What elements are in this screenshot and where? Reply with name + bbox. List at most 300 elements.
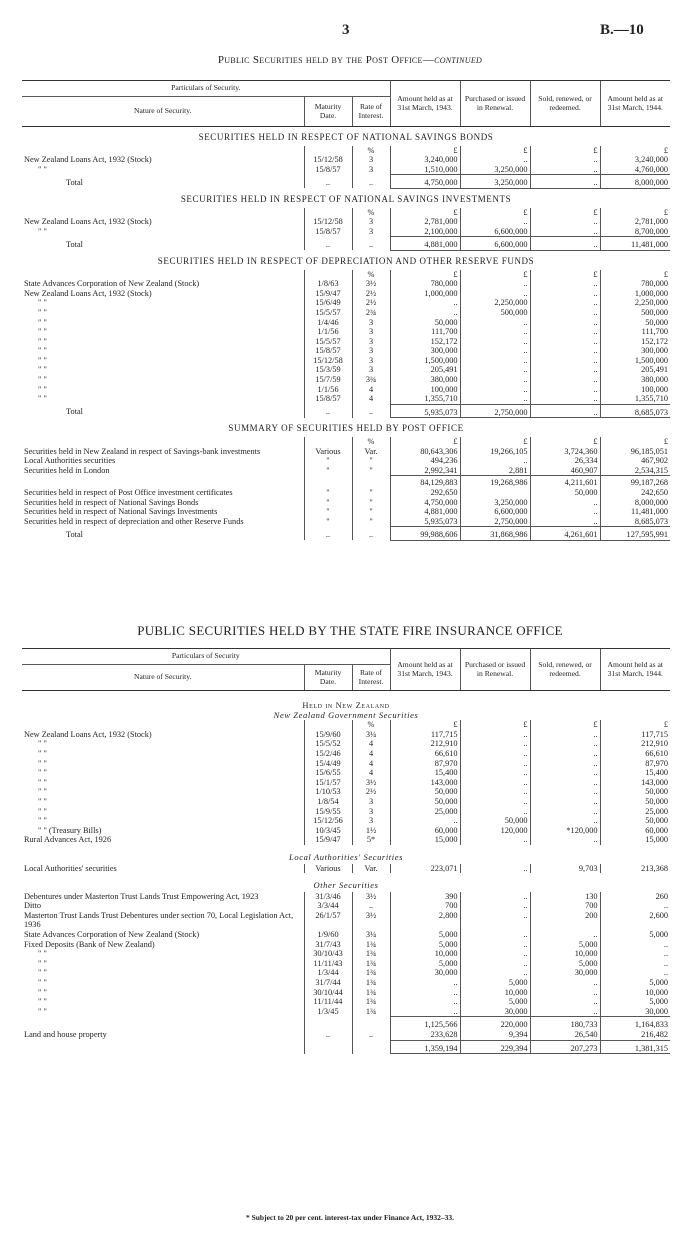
table-row bbox=[22, 797, 670, 807]
table-row bbox=[22, 826, 670, 836]
table-row bbox=[22, 892, 670, 902]
post-office-securities-table bbox=[22, 80, 670, 541]
header-nature: Nature of Security. bbox=[22, 97, 304, 127]
rate-cell: " bbox=[352, 488, 390, 498]
sold-cell: .. bbox=[530, 835, 600, 845]
held-1944-cell: 15,400 bbox=[600, 768, 670, 778]
purchased-cell: 10,000 bbox=[460, 988, 530, 998]
maturity-cell: 15/8/57 bbox=[304, 394, 352, 404]
nature-cell: " " bbox=[38, 777, 47, 787]
nature-cell: " " bbox=[38, 997, 47, 1007]
nature-cell: " " bbox=[38, 739, 47, 749]
held-1944-cell: 111,700 bbox=[600, 327, 670, 337]
held-1943-cell: .. bbox=[390, 988, 460, 998]
held-1944-cell: 242,650 bbox=[600, 488, 670, 498]
maturity-cell: " bbox=[304, 456, 352, 466]
sold-cell: .. bbox=[530, 730, 600, 740]
section-title-row bbox=[22, 188, 670, 207]
table-row bbox=[22, 308, 670, 318]
purchased-cell: .. bbox=[460, 892, 530, 902]
held-1943-cell: 15,400 bbox=[390, 768, 460, 778]
held-1943-cell: 60,000 bbox=[390, 826, 460, 836]
sold-cell: .. bbox=[530, 327, 600, 337]
maturity-cell: 31/3/46 bbox=[304, 892, 352, 902]
pound-unit: £ bbox=[530, 208, 600, 218]
sold-cell: .. bbox=[530, 337, 600, 347]
rate-cell: 3 bbox=[352, 165, 390, 175]
rate-cell: " bbox=[352, 456, 390, 466]
table-row bbox=[22, 279, 670, 289]
table-row bbox=[22, 346, 670, 356]
header-maturity: Maturity Date. bbox=[304, 97, 352, 127]
percent-unit: % bbox=[352, 437, 390, 447]
units-blank bbox=[304, 720, 352, 730]
nature-cell: Securities held in respect of depreciation and other Reserve Funds bbox=[24, 516, 244, 526]
units-blank bbox=[22, 270, 304, 280]
section-title: SECURITIES HELD IN RESPECT OF NATIONAL SAVINGS INVESTMENTS bbox=[180, 193, 512, 204]
sold-cell: .. bbox=[530, 988, 600, 998]
sold-cell: 30,000 bbox=[530, 968, 600, 978]
purchased-cell: 31,868,986 bbox=[460, 527, 530, 541]
fire-office-title: PUBLIC SECURITIES HELD BY THE STATE FIRE INSURANCE OFFICE bbox=[137, 623, 563, 638]
nature-cell: " " bbox=[38, 394, 47, 404]
held-1943-cell: 1,355,710 bbox=[390, 394, 460, 404]
sold-cell: .. bbox=[530, 175, 600, 189]
land-property-row bbox=[22, 1030, 670, 1040]
units-row bbox=[22, 720, 670, 730]
nature-cell: " " bbox=[38, 346, 47, 356]
table-row bbox=[22, 155, 670, 165]
rate-cell: 1¾ bbox=[352, 988, 390, 998]
maturity-cell: 31/7/43 bbox=[304, 940, 352, 950]
sold-cell: 5,000 bbox=[530, 959, 600, 969]
maturity-cell: .. bbox=[304, 237, 352, 251]
purchased-cell: .. bbox=[460, 787, 530, 797]
purchased-cell: .. bbox=[460, 864, 530, 874]
pound-unit: £ bbox=[600, 146, 670, 156]
rate-cell: 3 bbox=[352, 227, 390, 237]
maturity-cell: 1/1/56 bbox=[304, 385, 352, 395]
nature-cell: " " (Treasury Bills) bbox=[38, 825, 102, 835]
rate-cell: 3 bbox=[352, 346, 390, 356]
purchased-cell: 5,000 bbox=[460, 978, 530, 988]
table-row bbox=[22, 988, 670, 998]
purchased-cell: 19,268,986 bbox=[460, 476, 530, 488]
maturity-cell: 3/3/44 bbox=[304, 901, 352, 911]
held-1944-cell: 216,482 bbox=[600, 1030, 670, 1040]
percent-unit: % bbox=[352, 208, 390, 218]
rate-cell: 1½ bbox=[352, 826, 390, 836]
held-1944-cell: 2,781,000 bbox=[600, 217, 670, 227]
maturity-cell: 15/8/57 bbox=[304, 346, 352, 356]
table-row bbox=[22, 807, 670, 817]
units-row bbox=[22, 270, 670, 280]
held-1944-cell: 117,715 bbox=[600, 730, 670, 740]
sold-cell: .. bbox=[530, 778, 600, 788]
sold-cell: .. bbox=[530, 346, 600, 356]
sold-cell: .. bbox=[530, 394, 600, 404]
held-1944-cell: 1,000,000 bbox=[600, 289, 670, 299]
maturity-cell: 1/8/63 bbox=[304, 279, 352, 289]
table-row bbox=[22, 864, 670, 874]
table-row bbox=[22, 217, 670, 227]
held-1944-cell: 467,902 bbox=[600, 456, 670, 466]
sold-cell: .. bbox=[530, 289, 600, 299]
maturity-cell: 1/1/56 bbox=[304, 327, 352, 337]
held-1944-cell: 15,000 bbox=[600, 835, 670, 845]
heading-held-in-nz: Held in New Zealand bbox=[302, 700, 390, 710]
table-row bbox=[22, 507, 670, 517]
table-row bbox=[22, 365, 670, 375]
purchased-cell: .. bbox=[460, 730, 530, 740]
rate-cell: 2½ bbox=[352, 289, 390, 299]
rate-cell: 3 bbox=[352, 365, 390, 375]
purchased-cell: 120,000 bbox=[460, 826, 530, 836]
held-1944-cell: 143,000 bbox=[600, 778, 670, 788]
nature-cell: " " bbox=[38, 949, 47, 959]
rate-cell: 3 bbox=[352, 356, 390, 366]
held-1943-cell: 10,000 bbox=[390, 949, 460, 959]
purchased-cell: .. bbox=[460, 318, 530, 328]
nature-cell: Total bbox=[66, 177, 83, 187]
header-maturity: Maturity Date. bbox=[304, 665, 352, 691]
maturity-cell: 1/3/44 bbox=[304, 968, 352, 978]
header-held-1944: Amount held as at 31st March, 1944. bbox=[600, 81, 670, 127]
purchased-cell: 229,394 bbox=[460, 1040, 530, 1054]
heading-local-authorities: Local Authorities' Securities bbox=[289, 851, 403, 862]
sold-cell: .. bbox=[530, 375, 600, 385]
held-1944-cell: 11,481,000 bbox=[600, 507, 670, 517]
held-1943-cell: 1,359,194 bbox=[390, 1040, 460, 1054]
table-row bbox=[22, 356, 670, 366]
units-blank bbox=[22, 720, 304, 730]
held-1944-cell: 96,185,051 bbox=[600, 447, 670, 457]
purchased-cell: .. bbox=[460, 394, 530, 404]
held-1944-cell: 127,595,991 bbox=[600, 527, 670, 541]
held-1943-cell: 30,000 bbox=[390, 968, 460, 978]
purchased-cell: .. bbox=[460, 346, 530, 356]
rate-cell: " bbox=[352, 507, 390, 517]
purchased-cell: 19,266,105 bbox=[460, 447, 530, 457]
maturity-cell: 15/7/59 bbox=[304, 375, 352, 385]
held-1944-cell: 1,164,833 bbox=[600, 1017, 670, 1030]
rate-cell bbox=[352, 1017, 390, 1030]
sold-cell: *120,000 bbox=[530, 826, 600, 836]
rate-cell: 3½ bbox=[352, 892, 390, 902]
purchased-cell: .. bbox=[460, 289, 530, 299]
units-blank bbox=[304, 146, 352, 156]
table-row bbox=[22, 394, 670, 404]
held-1944-cell: 8,000,000 bbox=[600, 175, 670, 189]
rate-cell: 3¼ bbox=[352, 930, 390, 940]
maturity-cell: 15/12/58 bbox=[304, 356, 352, 366]
sold-cell: .. bbox=[530, 507, 600, 517]
table-row bbox=[22, 318, 670, 328]
sold-cell: .. bbox=[530, 237, 600, 251]
nature-cell: " " bbox=[38, 806, 47, 816]
maturity-cell: 15/6/55 bbox=[304, 768, 352, 778]
held-1944-cell: 99,187,268 bbox=[600, 476, 670, 488]
units-blank bbox=[304, 437, 352, 447]
post-office-title-main: Public Securities held by the Post Office— bbox=[217, 54, 435, 66]
held-1943-cell: .. bbox=[390, 978, 460, 988]
held-1944-cell: 5,000 bbox=[600, 930, 670, 940]
rate-cell: 4 bbox=[352, 759, 390, 769]
purchased-cell: .. bbox=[460, 356, 530, 366]
maturity-cell: 1/8/54 bbox=[304, 797, 352, 807]
rate-cell: Var. bbox=[352, 447, 390, 457]
page-number: 3 bbox=[342, 22, 350, 38]
rate-cell: .. bbox=[352, 175, 390, 189]
post-office-title-continued: continued bbox=[434, 54, 483, 66]
percent-unit: % bbox=[352, 270, 390, 280]
sold-cell: .. bbox=[530, 279, 600, 289]
purchased-cell: .. bbox=[460, 768, 530, 778]
header-held-1944: Amount held as at 31st March, 1944. bbox=[600, 649, 670, 691]
pound-unit: £ bbox=[600, 437, 670, 447]
pound-unit: £ bbox=[600, 720, 670, 730]
nature-cell bbox=[22, 476, 304, 488]
held-1943-cell: 5,000 bbox=[390, 940, 460, 950]
maturity-cell bbox=[304, 476, 352, 488]
held-1943-cell: 50,000 bbox=[390, 797, 460, 807]
held-1943-cell: .. bbox=[390, 308, 460, 318]
header-held-1943: Amount held as at 31st March, 1943. bbox=[390, 649, 460, 691]
nature-cell: " " bbox=[38, 384, 47, 394]
nature-cell: " " bbox=[38, 1006, 47, 1016]
rate-cell: 3 bbox=[352, 217, 390, 227]
purchased-cell: 3,250,000 bbox=[460, 165, 530, 175]
section-title: SECURITIES HELD IN RESPECT OF NATIONAL SAVINGS BONDS bbox=[198, 132, 494, 142]
sold-cell: .. bbox=[530, 217, 600, 227]
held-1944-cell: 213,368 bbox=[600, 864, 670, 874]
purchased-cell: .. bbox=[460, 911, 530, 930]
rate-cell: 3 bbox=[352, 155, 390, 165]
maturity-cell: .. bbox=[304, 175, 352, 189]
purchased-cell: .. bbox=[460, 797, 530, 807]
sold-cell: 26,334 bbox=[530, 456, 600, 466]
held-1943-cell: 2,800 bbox=[390, 911, 460, 930]
held-1943-cell: 152,172 bbox=[390, 337, 460, 347]
heading-government-securities: New Zealand Government Securities bbox=[273, 710, 419, 720]
pound-unit: £ bbox=[460, 208, 530, 218]
held-1944-cell: 212,910 bbox=[600, 739, 670, 749]
held-1943-cell: 3,240,000 bbox=[390, 155, 460, 165]
held-1943-cell: 700 bbox=[390, 901, 460, 911]
sold-cell: .. bbox=[530, 298, 600, 308]
section-title: SECURITIES HELD IN RESPECT OF DEPRECIATION AND OTHER RESERVE FUNDS bbox=[157, 255, 535, 266]
held-1944-cell: 60,000 bbox=[600, 826, 670, 836]
nature-cell: New Zealand Loans Act, 1932 (Stock) bbox=[24, 155, 152, 165]
nature-cell: " " bbox=[38, 226, 47, 236]
header-rate: Rate of Interest. bbox=[352, 97, 390, 127]
nature-cell: " " bbox=[38, 336, 47, 346]
purchased-cell: 50,000 bbox=[460, 816, 530, 826]
sold-cell: .. bbox=[530, 816, 600, 826]
percent-unit: % bbox=[352, 720, 390, 730]
table-row bbox=[22, 385, 670, 395]
rate-cell: 4 bbox=[352, 768, 390, 778]
sold-cell: .. bbox=[530, 749, 600, 759]
section-title-row bbox=[22, 250, 670, 269]
maturity-cell: 15/5/57 bbox=[304, 337, 352, 347]
nature-cell: Rural Advances Act, 1926 bbox=[24, 835, 112, 845]
rate-cell: 1¾ bbox=[352, 978, 390, 988]
pound-unit: £ bbox=[460, 437, 530, 447]
units-row bbox=[22, 208, 670, 218]
table-row bbox=[22, 768, 670, 778]
sold-cell: 3,724,360 bbox=[530, 447, 600, 457]
pound-unit: £ bbox=[530, 437, 600, 447]
held-1943-cell: 2,781,000 bbox=[390, 217, 460, 227]
nature-cell: " " bbox=[38, 317, 47, 327]
sold-cell: .. bbox=[530, 807, 600, 817]
rate-cell: 4 bbox=[352, 394, 390, 404]
purchased-cell: .. bbox=[460, 940, 530, 950]
held-1943-cell: 212,910 bbox=[390, 739, 460, 749]
table-row bbox=[22, 911, 670, 930]
maturity-cell: " bbox=[304, 466, 352, 476]
header-sold: Sold, renewed, or redeemed. bbox=[530, 649, 600, 691]
rate-cell bbox=[352, 476, 390, 488]
held-1943-cell: 292,650 bbox=[390, 488, 460, 498]
held-1944-cell: 2,250,000 bbox=[600, 298, 670, 308]
maturity-cell: 15/4/49 bbox=[304, 759, 352, 769]
maturity-cell: 15/3/59 bbox=[304, 365, 352, 375]
nature-cell bbox=[22, 1017, 304, 1030]
table-row bbox=[22, 749, 670, 759]
sold-cell: .. bbox=[530, 739, 600, 749]
maturity-cell: 1/4/46 bbox=[304, 318, 352, 328]
held-1943-cell: 50,000 bbox=[390, 318, 460, 328]
pound-unit: £ bbox=[460, 270, 530, 280]
held-1944-cell: 50,000 bbox=[600, 816, 670, 826]
purchased-cell: .. bbox=[460, 337, 530, 347]
nature-cell: Total bbox=[66, 529, 83, 539]
purchased-cell: .. bbox=[460, 901, 530, 911]
maturity-cell: 31/7/44 bbox=[304, 978, 352, 988]
pound-unit: £ bbox=[530, 270, 600, 280]
table-row bbox=[22, 466, 670, 476]
table-row bbox=[22, 327, 670, 337]
header-nature: Nature of Security. bbox=[22, 665, 304, 691]
maturity-cell: 15/9/55 bbox=[304, 807, 352, 817]
nature-cell: Securities held in respect of Post Office investment certificates bbox=[24, 488, 233, 497]
purchased-cell: 2,881 bbox=[460, 466, 530, 476]
header-purchased: Purchased or issued in Renewal. bbox=[460, 81, 530, 127]
nature-cell: " " bbox=[38, 748, 47, 758]
sold-cell: .. bbox=[530, 997, 600, 1007]
held-1944-cell: 5,000 bbox=[600, 997, 670, 1007]
maturity-cell: 15/8/57 bbox=[304, 165, 352, 175]
header-rate: Rate of Interest. bbox=[352, 665, 390, 691]
sold-cell: 50,000 bbox=[530, 488, 600, 498]
pound-unit: £ bbox=[390, 208, 460, 218]
table-row bbox=[22, 901, 670, 911]
purchased-cell: .. bbox=[460, 930, 530, 940]
rate-cell: .. bbox=[352, 901, 390, 911]
sold-cell: .. bbox=[530, 1007, 600, 1017]
held-1943-cell: 66,610 bbox=[390, 749, 460, 759]
nature-cell: " " bbox=[38, 796, 47, 806]
table-row bbox=[22, 997, 670, 1007]
header-particulars: Particulars of Security bbox=[22, 649, 390, 665]
total-row bbox=[22, 175, 670, 189]
table-row bbox=[22, 930, 670, 940]
held-1944-cell: 50,000 bbox=[600, 797, 670, 807]
held-1944-cell: 25,000 bbox=[600, 807, 670, 817]
sold-cell: 5,000 bbox=[530, 940, 600, 950]
sold-cell: .. bbox=[530, 356, 600, 366]
table-row bbox=[22, 940, 670, 950]
rate-cell: " bbox=[352, 466, 390, 476]
nature-cell: New Zealand Loans Act, 1932 (Stock) bbox=[24, 288, 152, 298]
sold-cell: 4,261,601 bbox=[530, 527, 600, 541]
table-row bbox=[22, 1007, 670, 1017]
nature-cell: Masterton Trust Lands Trust Debentures under section 70, Local Legislation Act, 1936 bbox=[24, 910, 294, 930]
sold-cell: .. bbox=[530, 978, 600, 988]
rate-cell: .. bbox=[352, 527, 390, 541]
rate-cell: 2½ bbox=[352, 787, 390, 797]
purchased-cell: .. bbox=[460, 778, 530, 788]
table-row bbox=[22, 816, 670, 826]
held-1943-cell: 380,000 bbox=[390, 375, 460, 385]
held-1943-cell: 25,000 bbox=[390, 807, 460, 817]
units-row bbox=[22, 146, 670, 156]
maturity-cell: 15/8/57 bbox=[304, 227, 352, 237]
rate-cell: 1¾ bbox=[352, 968, 390, 978]
rate-cell: 3½ bbox=[352, 778, 390, 788]
rate-cell: 2½ bbox=[352, 298, 390, 308]
purchased-cell: .. bbox=[460, 759, 530, 769]
total-row bbox=[22, 237, 670, 251]
held-1943-cell: 99,988,606 bbox=[390, 527, 460, 541]
table-row bbox=[22, 787, 670, 797]
held-1943-cell: 87,970 bbox=[390, 759, 460, 769]
purchased-cell: .. bbox=[460, 749, 530, 759]
maturity-cell bbox=[304, 1040, 352, 1054]
table-row bbox=[22, 447, 670, 457]
nature-cell: Total bbox=[66, 407, 83, 417]
held-1943-cell: 111,700 bbox=[390, 327, 460, 337]
pound-unit: £ bbox=[600, 208, 670, 218]
sold-cell: .. bbox=[530, 517, 600, 527]
nature-cell: Local Authorities' securities bbox=[24, 863, 117, 873]
units-row bbox=[22, 437, 670, 447]
held-1944-cell: 50,000 bbox=[600, 787, 670, 797]
nature-cell: Debentures under Masterton Trust Lands Trust Empowering Act, 1923 bbox=[24, 891, 259, 901]
held-1944-cell: 300,000 bbox=[600, 346, 670, 356]
held-1944-cell: 3,240,000 bbox=[600, 155, 670, 165]
held-1943-cell: 1,000,000 bbox=[390, 289, 460, 299]
nature-cell: " " bbox=[38, 355, 47, 365]
purchased-cell: .. bbox=[460, 959, 530, 969]
held-1943-cell: 5,000 bbox=[390, 959, 460, 969]
table-row bbox=[22, 949, 670, 959]
maturity-cell: 30/10/43 bbox=[304, 949, 352, 959]
table-row bbox=[22, 959, 670, 969]
held-1943-cell: 117,715 bbox=[390, 730, 460, 740]
rate-cell: " bbox=[352, 517, 390, 527]
table-row bbox=[22, 456, 670, 466]
rate-cell: 1¾ bbox=[352, 949, 390, 959]
table-row bbox=[22, 739, 670, 749]
nature-cell: " " bbox=[38, 958, 47, 968]
rate-cell: 1¾ bbox=[352, 959, 390, 969]
nature-cell: " " bbox=[38, 298, 47, 308]
table-row bbox=[22, 337, 670, 347]
units-blank bbox=[304, 208, 352, 218]
